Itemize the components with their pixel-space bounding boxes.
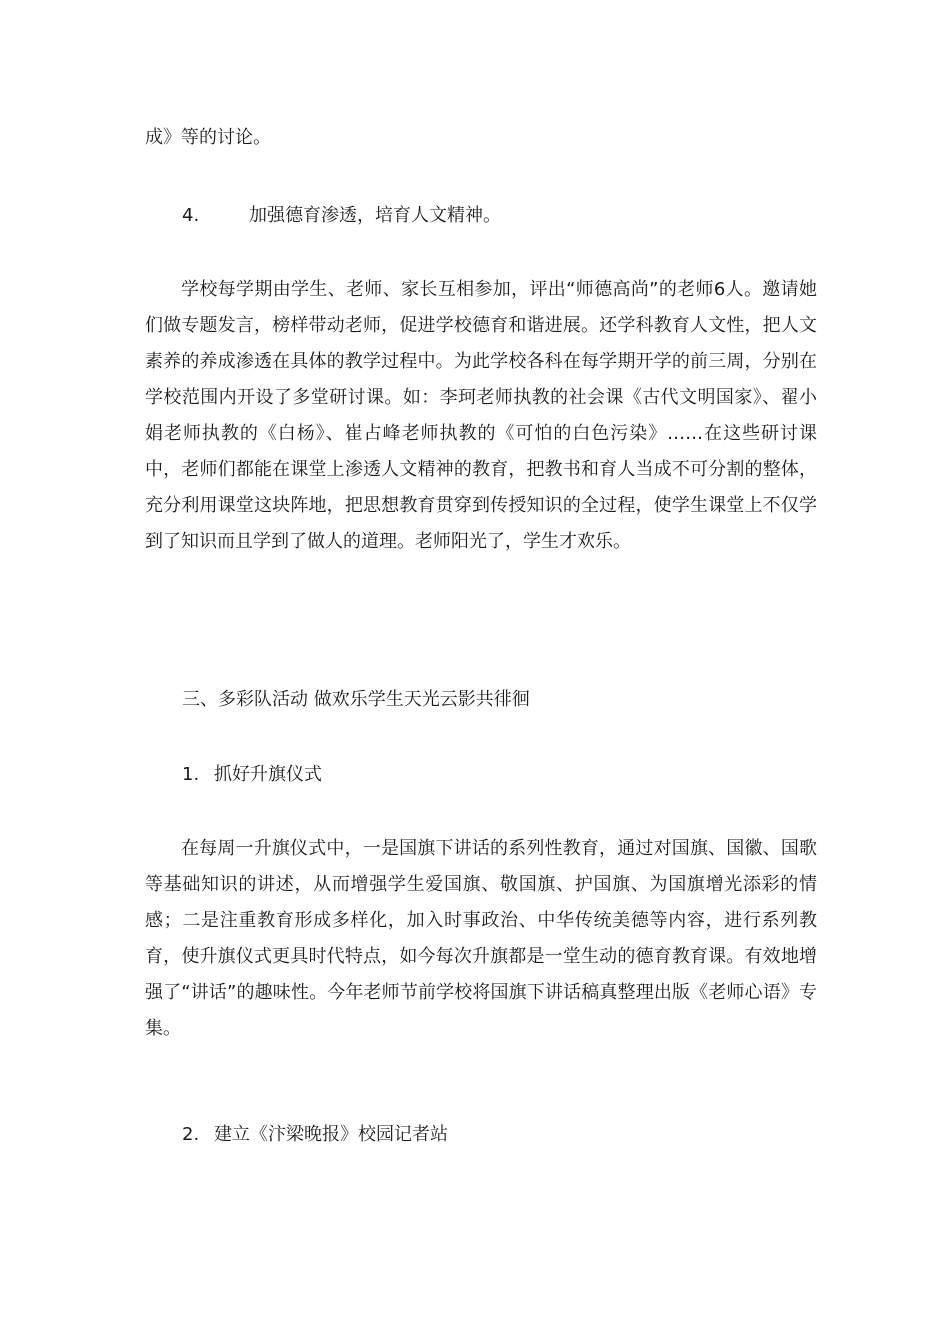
section-3-heading: 三、多彩队活动 做欢乐学生天光云影共徘徊 — [182, 689, 530, 710]
paragraph-moral-education: 学校每学期由学生、老师、家长互相参加，评出“师德高尚”的老师6人。邀请她们做专题发言，榜样带动老师，促进学校德育和谐进展。还学科教育人文性，把人文素养的养成渗透在具体的教学过程中。为此学校各科在每学期开学的前三周，分别在学校范围内开设了多堂研讨课。如：李珂老师执教的社会课《古代文明国家》、翟小娟老师执教的《白杨》、崔占峰老师执教的《可怕的白色污染》……在这些研讨课中，老师们都能在课堂上渗透人文精神的教育，把教书和育人当成不可分割的整体，充分利用课堂这块阵地，把思想教育贯穿到传授知识的全过程，使学生课堂上不仅学到了知识而且学到了做人的道理。老师阳光了，学生才欢乐。 — [145, 279, 817, 552]
sub-item-1-number: 1. — [182, 764, 200, 785]
list-item-4-number: 4. — [182, 205, 200, 226]
sub-item-2-number: 2. — [182, 1124, 200, 1145]
continuation-line: 成》等的讨论。 — [145, 127, 271, 148]
paragraph-flag-ceremony: 在每周一升旗仪式中，一是国旗下讲话的系列性教育，通过对国旗、国徽、国歌等基础知识的讲述，从而增强学生爱国旗、敬国旗、护国旗、为国旗增光添彩的情感；二是注重教育形成多样化，加入时事政治、中华传统美德等内容，进行系列教育，使升旗仪式更具时代特点，如今每次升旗都是一堂生动的德育教育课。有效地增强了“讲话”的趣味性。今年老师节前学校将国旗下讲话稿真整理出版《老师心语》专集。 — [145, 838, 817, 1039]
sub-item-2-text: 建立《汴梁晚报》校园记者站 — [214, 1124, 448, 1145]
sub-item-2 — [182, 1123, 448, 1147]
list-item-4-text: 加强德育渗透，培育人文精神。 — [249, 205, 501, 226]
sub-item-1 — [182, 763, 322, 787]
list-item-4 — [182, 204, 501, 228]
sub-item-1-text: 抓好升旗仪式 — [214, 764, 322, 785]
